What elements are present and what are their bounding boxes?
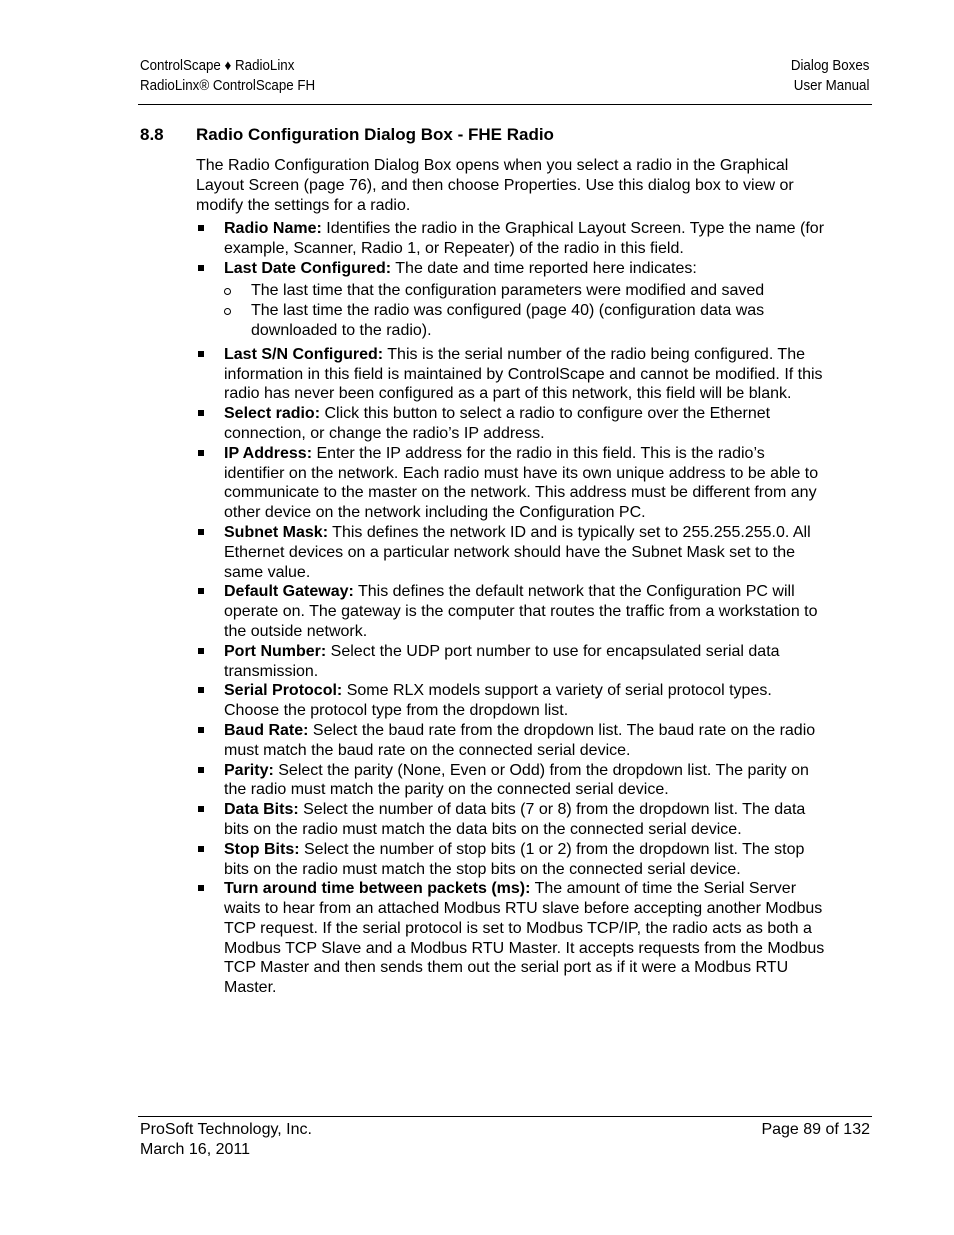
square-bullet-icon <box>198 588 204 594</box>
list-item <box>196 879 826 998</box>
sub-list <box>224 281 826 340</box>
item-text: Some RLX models support a variety of serial protocol types. Choose the protocol type from the dropdown list. <box>224 682 772 720</box>
item-text: Select the UDP port number to use for encapsulated serial data transmission. <box>224 642 780 680</box>
list-item <box>196 444 826 523</box>
item-term: Subnet Mask: <box>224 523 329 541</box>
circle-bullet-icon <box>224 288 231 295</box>
item-term: Last S/N Configured: <box>224 345 384 363</box>
square-bullet-icon <box>198 806 204 812</box>
running-header-right <box>790 56 869 96</box>
item-text: Select the number of data bits (7 or 8) from the dropdown list. The data bits on the radio must match the data bits on the connected serial device. <box>224 801 806 838</box>
item-text: Select the parity (None, Even or Odd) from the dropdown list. The parity on the radio must match the parity on the connected serial device. <box>224 761 809 799</box>
square-bullet-icon <box>198 351 204 357</box>
item-text: Select the number of stop bits (1 or 2) from the dropdown list. The stop bits on the radio must match the stop bits on the connected serial device. <box>224 840 805 878</box>
square-bullet-icon <box>198 767 204 773</box>
square-bullet-icon <box>198 727 204 733</box>
item-text: Select the baud rate from the dropdown list. The baud rate on the radio must match the baud rate on the connected serial device. <box>224 721 816 759</box>
square-bullet-icon <box>198 529 204 535</box>
running-header-left <box>140 56 315 96</box>
circle-bullet-icon <box>224 308 231 315</box>
footer-date: March 16, 2011 <box>140 1141 250 1158</box>
item-term: Serial Protocol: <box>224 682 343 700</box>
item-text: This is the serial number of the radio being configured. The information in this field is maintained by ControlScape and cannot be modified. If this radio has never been configured as a part of this network, this field will be blank. <box>224 345 823 403</box>
list-item <box>196 721 826 761</box>
footer-divider <box>138 1116 872 1117</box>
square-bullet-icon <box>198 225 204 231</box>
item-text: Enter the IP address for the radio in this field. This is the radio’s identifier on the network. Each radio must have its own unique address to be able to communicate to the master on the network. This address must be different from any other device on the network including the Configuration PC. <box>224 444 819 522</box>
list-item <box>196 259 826 341</box>
list-item <box>196 840 826 880</box>
item-term: Radio Name: <box>224 220 322 237</box>
square-bullet-icon <box>198 410 204 416</box>
header-divider <box>138 104 872 105</box>
sub-item-text: The last time that the configuration parameters were modified and saved <box>251 282 765 300</box>
list-item <box>196 404 826 444</box>
list-item <box>196 761 826 801</box>
square-bullet-icon <box>198 648 204 654</box>
square-bullet-icon <box>198 846 204 852</box>
list-item <box>196 681 826 721</box>
settings-list <box>196 219 826 998</box>
header-product-line: ControlScape ♦ RadioLinx <box>140 58 295 74</box>
sub-list-item <box>224 301 826 341</box>
list-item <box>196 345 826 404</box>
item-text: The amount of time the Serial Server waits to hear from an attached Modbus RTU slave before accepting another Modbus TCP request. If the serial protocol is set to Modbus TCP/IP, the radio acts as both a Modbus TCP Slave and a Modbus RTU Master. It accepts requests from the Modbus TCP Master and then sends them out the serial port as if it were a Modbus RTU Master. <box>224 880 825 997</box>
sub-list-item <box>224 281 826 301</box>
item-text: This defines the network ID and is typically set to 255.255.255.0. All Ethernet devices on a particular network should have the Subnet Mask set to the same value. <box>224 523 811 581</box>
page-number: Page 89 of 132 <box>761 1121 870 1138</box>
item-term: Baud Rate: <box>224 721 309 739</box>
sub-item-text: The last time the radio was configured (page 40) (configuration data was downloaded to the radio). <box>251 302 765 339</box>
square-bullet-icon <box>198 265 204 271</box>
item-text: Click this button to select a radio to configure over the Ethernet connection, or change the radio’s IP address. <box>224 405 771 442</box>
item-term: Last Date Configured: <box>224 259 392 277</box>
list-item <box>196 582 826 641</box>
item-term: Select radio: <box>224 405 321 423</box>
header-doc-type: User Manual <box>793 78 869 94</box>
item-term: Port Number: <box>224 642 327 660</box>
square-bullet-icon <box>198 687 204 693</box>
intro-paragraph: The Radio Configuration Dialog Box opens when you select a radio in the Graphical Layout Screen (page 76), and then choose Properties. Use this dialog box to view or modify the settings for a radio. <box>196 157 794 214</box>
item-text: Identifies the radio in the Graphical Layout Screen. Type the name (for example, Scanner, Radio 1, or Repeater) of the radio in this field. <box>224 220 825 257</box>
header-chapter: Dialog Boxes <box>790 58 869 74</box>
list-item <box>196 800 826 840</box>
item-term: Parity: <box>224 761 274 779</box>
item-term: IP Address: <box>224 444 313 462</box>
section-number: 8.8 <box>140 125 164 144</box>
list-item <box>196 642 826 682</box>
item-text: This defines the default network that the Configuration PC will operate on. The gateway is the computer that routes the traffic from a workstation to the outside network. <box>224 583 818 640</box>
list-item <box>196 219 826 259</box>
square-bullet-icon <box>198 885 204 891</box>
item-term: Stop Bits: <box>224 840 300 858</box>
square-bullet-icon <box>198 450 204 456</box>
footer-company: ProSoft Technology, Inc. <box>140 1121 312 1138</box>
item-text: The date and time reported here indicates: <box>391 259 697 277</box>
header-product-name: RadioLinx® ControlScape FH <box>140 78 316 94</box>
item-term: Turn around time between packets (ms): <box>224 880 531 898</box>
footer-right <box>761 1120 870 1140</box>
item-term: Data Bits: <box>224 801 299 819</box>
footer-left <box>140 1120 312 1160</box>
list-item <box>196 523 826 582</box>
section-title: Radio Configuration Dialog Box - FHE Radio <box>196 125 554 144</box>
item-term: Default Gateway: <box>224 583 354 601</box>
